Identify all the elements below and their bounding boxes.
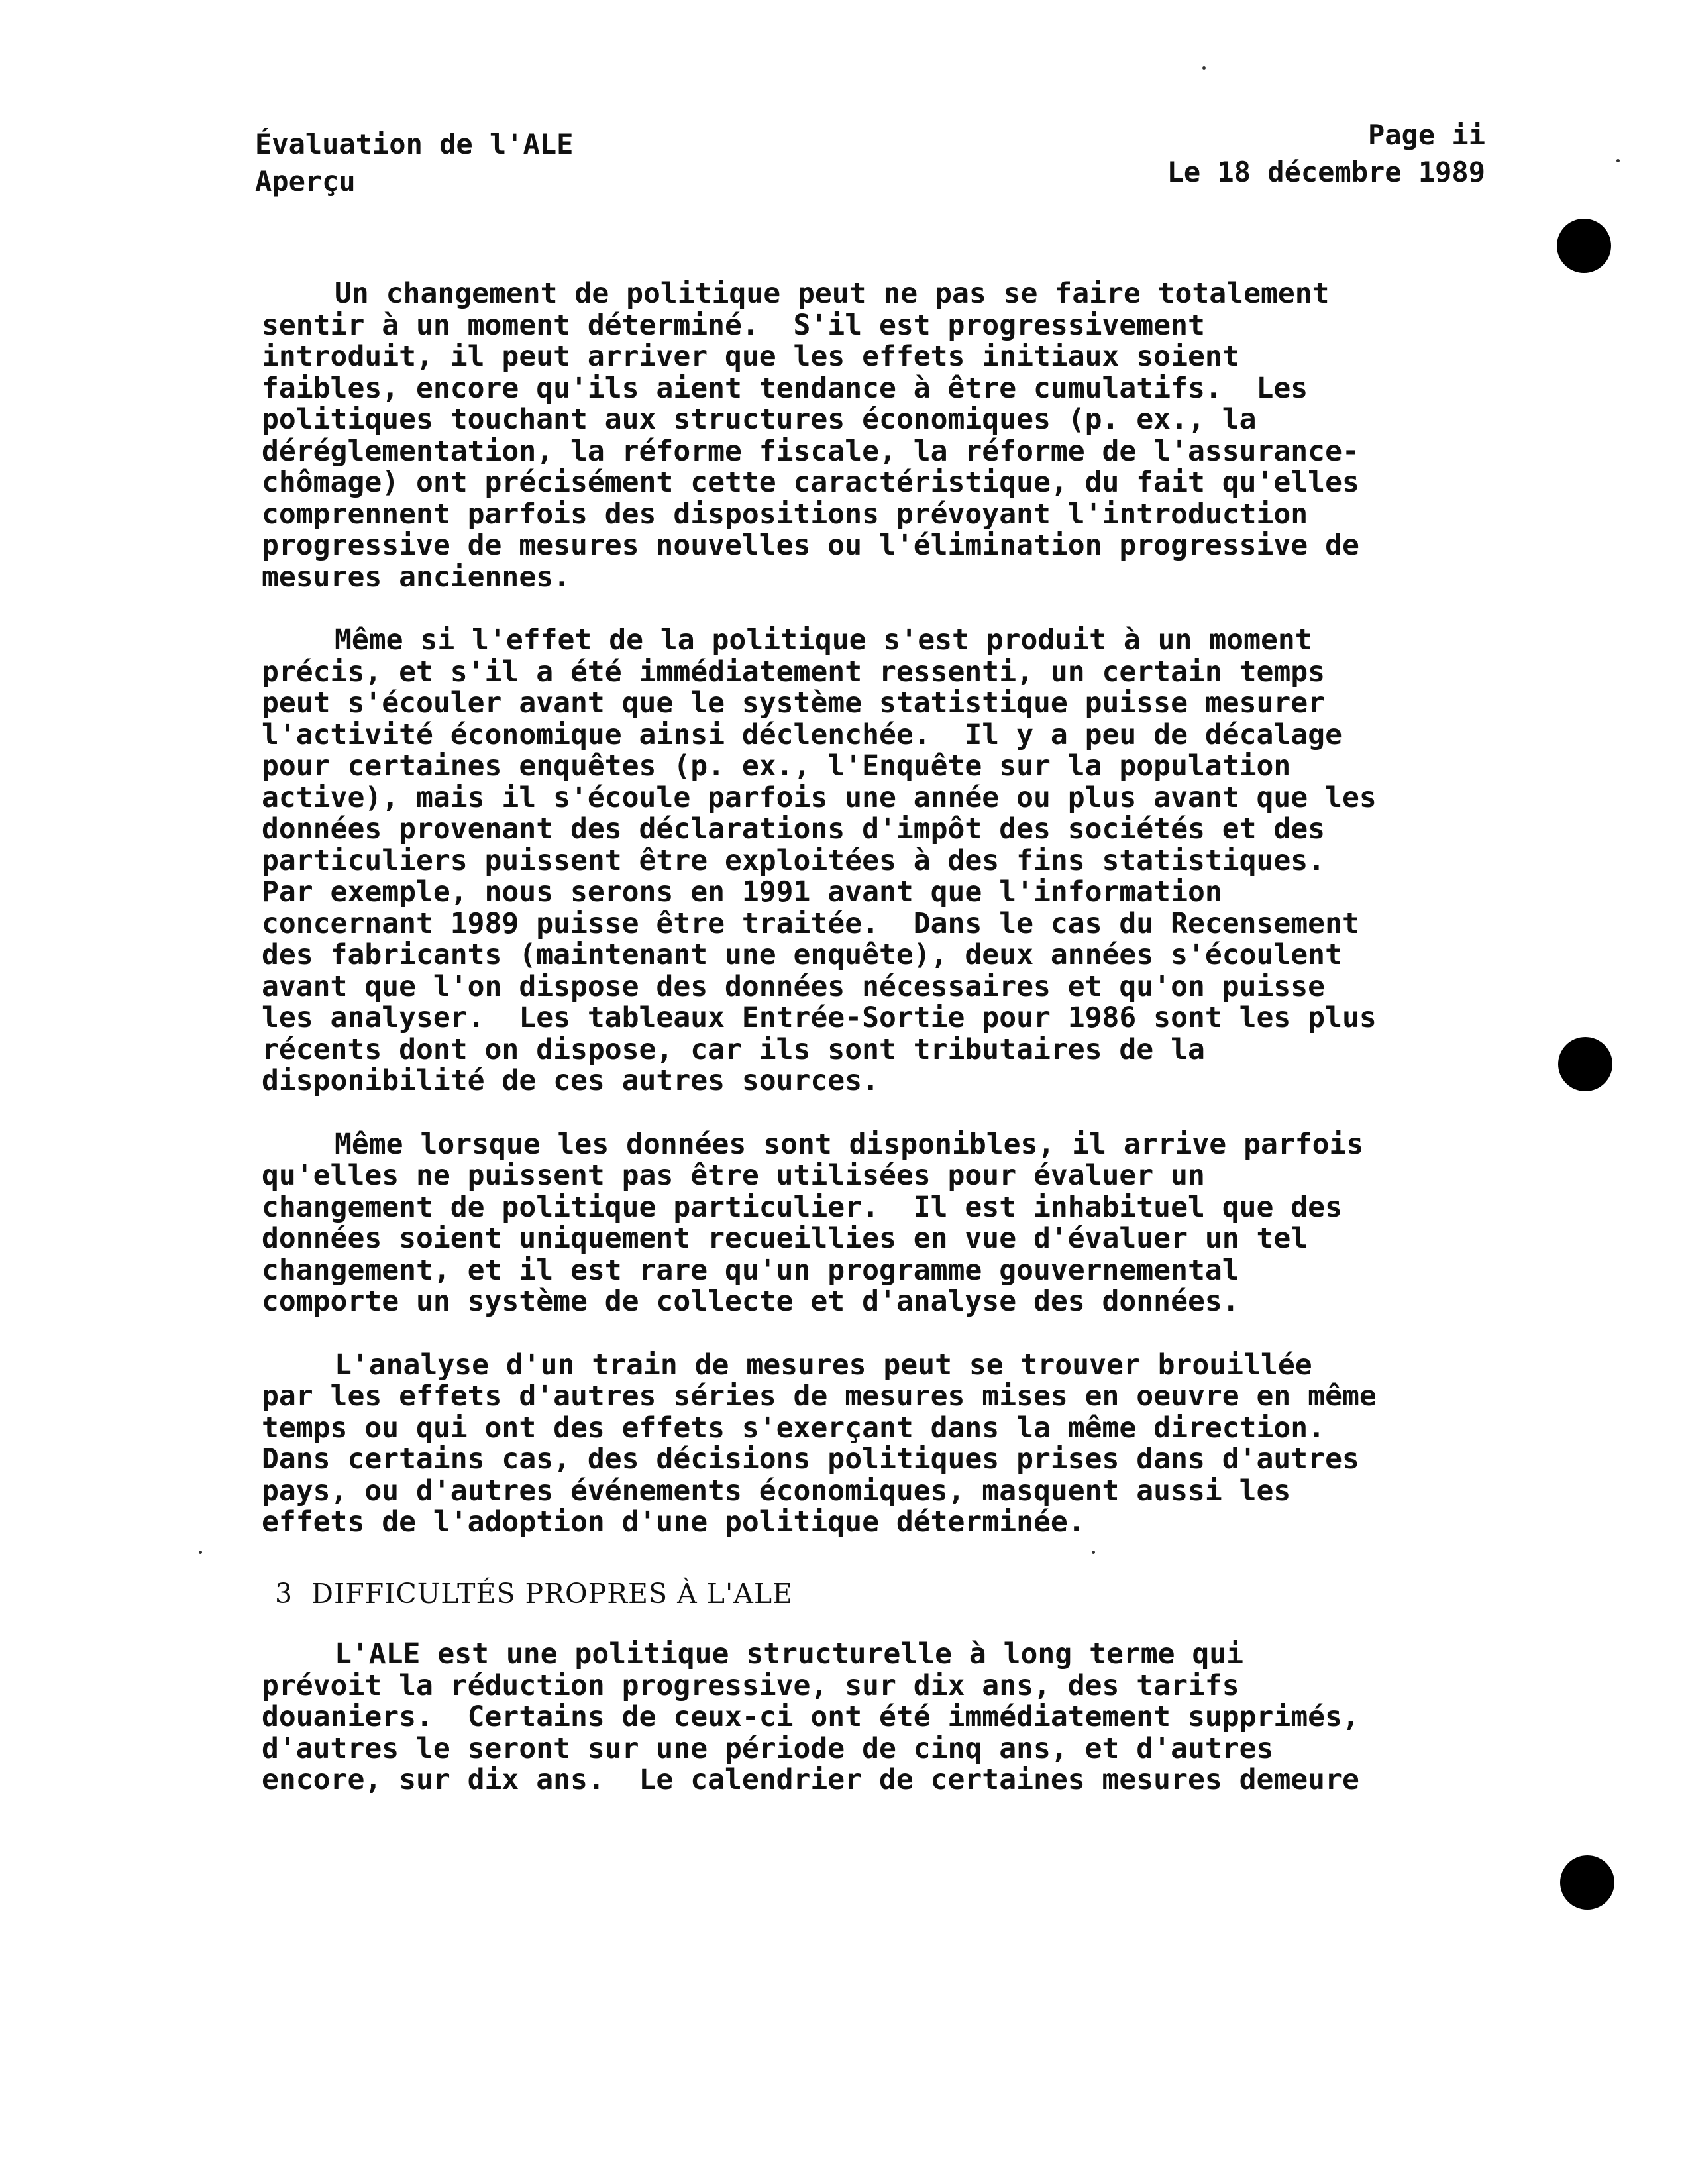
- paragraph-line: comprennent parfois des dispositions prévoyant l'introduction: [262, 497, 1308, 531]
- paragraph-line: les analyser. Les tableaux Entrée-Sortie pour 1986 sont les plus: [262, 1001, 1377, 1034]
- paragraph-line: données provenant des déclarations d'impôt des sociétés et des: [262, 812, 1326, 846]
- paragraph-line: disponibilité de ces autres sources.: [262, 1064, 879, 1097]
- paragraph-line: précis, et s'il a été immédiatement ressenti, un certain temps: [262, 655, 1326, 688]
- document-date: Le 18 décembre 1989: [1167, 156, 1485, 188]
- page-number: Page ii: [1367, 119, 1485, 151]
- paragraph-line: L'ALE est une politique structurelle à long terme qui: [335, 1637, 1244, 1670]
- paragraph-line: faibles, encore qu'ils aient tendance à être cumulatifs. Les: [262, 371, 1308, 405]
- paragraph-line: par les effets d'autres séries de mesures mises en oeuvre en même: [262, 1380, 1377, 1413]
- paragraph-line: active), mais il s'écoule parfois une année ou plus avant que les: [262, 781, 1377, 814]
- paragraph-line: comporte un système de collecte et d'analyse des données.: [262, 1285, 1239, 1318]
- paragraph-line: récents dont on dispose, car ils sont tributaires de la: [262, 1032, 1205, 1066]
- paragraph-line: changement, et il est rare qu'un programme gouvernemental: [262, 1253, 1239, 1287]
- scan-speck: [1616, 159, 1620, 162]
- paragraph: [262, 1129, 1527, 1318]
- paragraph-line: déréglementation, la réforme fiscale, la réforme de l'assurance-: [262, 434, 1359, 468]
- paragraph-line: progressive de mesures nouvelles ou l'élimination progressive de: [262, 529, 1359, 562]
- header-left: [255, 126, 573, 200]
- paragraph-line: avant que l'on dispose des données nécessaires et qu'on puisse: [262, 969, 1326, 1003]
- paragraph-line: Même si l'effet de la politique s'est produit à un moment: [335, 624, 1312, 657]
- paragraph-line: L'analyse d'un train de mesures peut se trouver brouillée: [335, 1348, 1312, 1382]
- paragraph: [262, 625, 1527, 1097]
- paragraph-line: Même lorsque les données sont disponibles, il arrive parfois: [335, 1127, 1364, 1161]
- paragraph-line: pays, ou d'autres événements économiques, masquent aussi les: [262, 1474, 1291, 1507]
- paragraph-line: chômage) ont précisément cette caractéristique, du fait qu'elles: [262, 466, 1359, 499]
- paragraph-line: douaniers. Certains de ceux-ci ont été immédiatement supprimés,: [262, 1700, 1359, 1733]
- header-right: [1167, 117, 1485, 191]
- paragraph-line: Par exemple, nous serons en 1991 avant que l'information: [262, 875, 1222, 908]
- paragraph-line: changement de politique particulier. Il est inhabituel que des: [262, 1190, 1342, 1224]
- paragraph-line: introduit, il peut arriver que les effets initiaux soient: [262, 340, 1239, 373]
- paragraph-line: pour certaines enquêtes (p. ex., l'Enquête sur la population: [262, 749, 1291, 783]
- paragraph-line: mesures anciennes.: [262, 560, 570, 594]
- paragraph-line: l'activité économique ainsi déclenchée. Il y a peu de décalage: [262, 718, 1342, 751]
- document-subtitle: Aperçu: [255, 165, 356, 197]
- scan-speck: [1092, 1551, 1095, 1554]
- section-number: 3: [275, 1577, 293, 1610]
- paragraph-line: encore, sur dix ans. Le calendrier de certaines mesures demeure: [262, 1763, 1359, 1796]
- scan-speck: [1202, 66, 1206, 70]
- punch-hole-middle: [1558, 1037, 1612, 1091]
- paragraph-line: sentir à un moment déterminé. S'il est progressivement: [262, 308, 1205, 342]
- paragraph: [262, 278, 1527, 593]
- paragraph-line: concernant 1989 puisse être traitée. Dans le cas du Recensement: [262, 906, 1359, 940]
- scan-speck: [199, 1551, 202, 1554]
- paragraph-line: Dans certains cas, des décisions politiques prises dans d'autres: [262, 1443, 1359, 1476]
- section-heading: [275, 1578, 1527, 1610]
- paragraph-line: Un changement de politique peut ne pas se faire totalement: [335, 277, 1330, 310]
- paragraph-line: peut s'écouler avant que le système statistique puisse mesurer: [262, 686, 1326, 720]
- paragraph-line: prévoit la réduction progressive, sur dix ans, des tarifs: [262, 1668, 1239, 1702]
- document-body: [262, 278, 1527, 1828]
- document-title: Évaluation de l'ALE: [255, 128, 574, 160]
- paragraph-line: données soient uniquement recueillies en vue d'évaluer un tel: [262, 1222, 1308, 1255]
- paragraph-line: temps ou qui ont des effets s'exerçant dans la même direction.: [262, 1411, 1326, 1445]
- paragraph: [262, 1350, 1527, 1539]
- paragraph-line: effets de l'adoption d'une politique déterminée.: [262, 1505, 1085, 1539]
- paragraph: [262, 1639, 1527, 1796]
- paragraph-line: des fabricants (maintenant une enquête), deux années s'écoulent: [262, 938, 1342, 971]
- paragraph-line: d'autres le seront sur une période de cinq ans, et d'autres: [262, 1731, 1274, 1765]
- punch-hole-bottom: [1560, 1855, 1614, 1910]
- punch-hole-top: [1557, 219, 1611, 273]
- paragraph-line: politiques touchant aux structures économiques (p. ex., la: [262, 403, 1257, 436]
- paragraph-line: particuliers puissent être exploitées à des fins statistiques.: [262, 844, 1326, 877]
- section-title: DIFFICULTÉS PROPRES À L'ALE: [311, 1577, 794, 1610]
- paragraph-line: qu'elles ne puissent pas être utilisées pour évaluer un: [262, 1159, 1205, 1192]
